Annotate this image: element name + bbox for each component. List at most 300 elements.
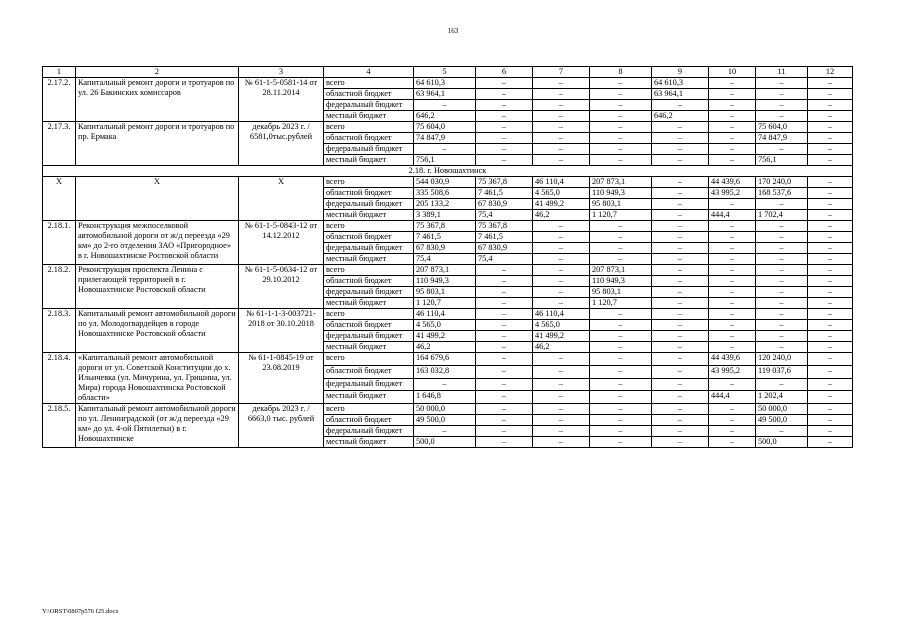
amount-cell: –	[808, 111, 853, 122]
amount-cell: –	[756, 199, 808, 210]
amount-cell: 41 499,2	[414, 331, 476, 342]
amount-cell: –	[590, 243, 652, 254]
amount-cell: 44 439,6	[709, 177, 756, 188]
amount-cell: –	[533, 221, 590, 232]
amount-cell: –	[476, 155, 533, 166]
amount-cell: –	[590, 309, 652, 320]
amount-cell: –	[756, 232, 808, 243]
amount-cell: –	[476, 378, 533, 391]
funding-source: всего	[324, 177, 414, 188]
amount-cell: –	[533, 243, 590, 254]
amount-cell: –	[652, 426, 709, 437]
amount-cell: –	[476, 122, 533, 133]
amount-cell: –	[590, 111, 652, 122]
amount-cell: –	[709, 287, 756, 298]
item-document: № 61-1-5-0843-12 от 14.12.2012	[239, 221, 324, 265]
amount-cell: 75 604,0	[756, 122, 808, 133]
amount-cell: –	[590, 122, 652, 133]
amount-cell: 500,0	[756, 437, 808, 448]
amount-cell: –	[476, 426, 533, 437]
amount-cell: –	[590, 155, 652, 166]
item-name: Реконструкция межпоселковой автомобильной дороги от ж/д переезда «29 км» до 2-го отделения ЗАО «Пригородное» в г. Новошахтинске Ростовской области	[76, 221, 239, 265]
column-header: 10	[709, 67, 756, 78]
amount-cell: –	[590, 221, 652, 232]
amount-cell: –	[756, 331, 808, 342]
amount-cell: –	[652, 232, 709, 243]
amount-cell: 43 995,2	[709, 365, 756, 378]
item-name: Капитальный ремонт дороги и тротуаров по ул. 26 Бакинских комиссаров	[76, 78, 239, 122]
table-row	[43, 122, 853, 133]
section-title: 2.18. г. Новошахтинск	[43, 166, 853, 177]
amount-cell: –	[756, 100, 808, 111]
funding-source: федеральный бюджет	[324, 144, 414, 155]
item-document: № 61-1-1-3-003721-2018 от 30.10.2018	[239, 309, 324, 353]
amount-cell: 500,0	[414, 437, 476, 448]
funding-source: федеральный бюджет	[324, 426, 414, 437]
amount-cell: 67 830,9	[414, 243, 476, 254]
amount-cell: –	[756, 298, 808, 309]
amount-cell: –	[533, 89, 590, 100]
amount-cell: 207 873,1	[414, 265, 476, 276]
amount-cell: 75,4	[476, 210, 533, 221]
column-header: 3	[239, 67, 324, 78]
amount-cell: –	[709, 404, 756, 415]
amount-cell: –	[709, 122, 756, 133]
amount-cell: 119 037,6	[756, 365, 808, 378]
table-row	[43, 404, 853, 415]
page-number: 163	[447, 27, 459, 35]
funding-source: местный бюджет	[324, 391, 414, 404]
amount-cell: –	[808, 320, 853, 331]
funding-source: всего	[324, 265, 414, 276]
amount-cell: –	[709, 89, 756, 100]
amount-cell: –	[533, 254, 590, 265]
funding-source: всего	[324, 78, 414, 89]
amount-cell: 95 803,1	[590, 199, 652, 210]
amount-cell: 43 995,2	[709, 188, 756, 199]
section-row	[43, 166, 853, 177]
amount-cell: 46,2	[533, 342, 590, 353]
amount-cell: –	[590, 391, 652, 404]
amount-cell: –	[652, 265, 709, 276]
funding-source: местный бюджет	[324, 437, 414, 448]
amount-cell: 207 873,1	[590, 265, 652, 276]
amount-cell: –	[756, 144, 808, 155]
funding-source: федеральный бюджет	[324, 331, 414, 342]
amount-cell: –	[533, 276, 590, 287]
item-name: Капитальный ремонт автомобильной дороги по ул. Молодогвардейцев в городе Новошахтинске Ростовской области	[76, 309, 239, 353]
amount-cell: 544 030,9	[414, 177, 476, 188]
amount-cell: 67 830,9	[476, 243, 533, 254]
amount-cell: –	[808, 331, 853, 342]
amount-cell: 3 389,1	[414, 210, 476, 221]
x-mark-2: Х	[76, 177, 239, 221]
amount-cell: 67 830,9	[476, 199, 533, 210]
amount-cell: –	[590, 78, 652, 89]
item-name: «Капитальный ремонт автомобильной дороги от ул. Советской Конституции до х. Ильичевка (ул. Мичурина, ул. Гришина, ул. Мира) города Новошахтинска Ростовской области»	[76, 353, 239, 404]
funding-source: областной бюджет	[324, 320, 414, 331]
amount-cell: –	[590, 89, 652, 100]
amount-cell: –	[756, 309, 808, 320]
amount-cell: –	[476, 133, 533, 144]
amount-cell: –	[652, 177, 709, 188]
amount-cell: 756,1	[414, 155, 476, 166]
amount-cell: –	[756, 320, 808, 331]
amount-cell: 110 949,3	[414, 276, 476, 287]
amount-cell: –	[652, 437, 709, 448]
amount-cell: 335 508,6	[414, 188, 476, 199]
amount-cell: –	[808, 254, 853, 265]
amount-cell: 646,2	[414, 111, 476, 122]
amount-cell: –	[414, 426, 476, 437]
amount-cell: 1 120,7	[590, 210, 652, 221]
amount-cell: 207 873,1	[590, 177, 652, 188]
amount-cell: –	[652, 378, 709, 391]
amount-cell: 164 679,6	[414, 353, 476, 366]
funding-source: областной бюджет	[324, 276, 414, 287]
amount-cell: –	[709, 265, 756, 276]
amount-cell: 4 565,0	[533, 320, 590, 331]
amount-cell: 7 461,5	[476, 188, 533, 199]
amount-cell: 110 949,3	[590, 276, 652, 287]
column-header: 4	[324, 67, 414, 78]
amount-cell: 46 110,4	[533, 309, 590, 320]
amount-cell: 756,1	[756, 155, 808, 166]
amount-cell: –	[808, 404, 853, 415]
amount-cell: –	[533, 144, 590, 155]
x-mark-3: Х	[239, 177, 324, 221]
amount-cell: –	[652, 353, 709, 366]
amount-cell: –	[533, 133, 590, 144]
amount-cell: –	[652, 298, 709, 309]
funding-source: местный бюджет	[324, 298, 414, 309]
amount-cell: –	[709, 155, 756, 166]
amount-cell: –	[590, 232, 652, 243]
amount-cell: –	[652, 144, 709, 155]
amount-cell: –	[808, 415, 853, 426]
item-document: декабрь 2023 г. / 6663,0 тыс. рублей	[239, 404, 324, 448]
amount-cell: –	[533, 111, 590, 122]
amount-cell: –	[808, 365, 853, 378]
amount-cell: –	[709, 378, 756, 391]
item-number: 2.18.3.	[43, 309, 76, 353]
amount-cell: –	[808, 265, 853, 276]
amount-cell: –	[476, 391, 533, 404]
amount-cell: –	[414, 378, 476, 391]
column-header: 11	[756, 67, 808, 78]
amount-cell: –	[808, 243, 853, 254]
amount-cell: –	[652, 100, 709, 111]
funding-source: местный бюджет	[324, 342, 414, 353]
amount-cell: 41 499,2	[533, 331, 590, 342]
amount-cell: 75 367,8	[414, 221, 476, 232]
amount-cell: –	[756, 378, 808, 391]
amount-cell: –	[756, 265, 808, 276]
amount-cell: –	[652, 309, 709, 320]
amount-cell: 44 439,6	[709, 353, 756, 366]
amount-cell: 7 461,5	[414, 232, 476, 243]
amount-cell: –	[590, 342, 652, 353]
amount-cell: –	[476, 365, 533, 378]
amount-cell: –	[533, 426, 590, 437]
amount-cell: –	[533, 437, 590, 448]
amount-cell: –	[590, 404, 652, 415]
amount-cell: 49 500,0	[414, 415, 476, 426]
amount-cell: –	[709, 437, 756, 448]
amount-cell: –	[652, 122, 709, 133]
amount-cell: –	[476, 111, 533, 122]
amount-cell: –	[808, 353, 853, 366]
amount-cell: 46,2	[533, 210, 590, 221]
funding-source: областной бюджет	[324, 89, 414, 100]
amount-cell: –	[476, 404, 533, 415]
table-row	[43, 177, 853, 188]
column-header: 5	[414, 67, 476, 78]
x-mark-1: Х	[43, 177, 76, 221]
amount-cell: –	[709, 254, 756, 265]
amount-cell: –	[590, 415, 652, 426]
column-number-row	[43, 67, 853, 78]
amount-cell: –	[808, 276, 853, 287]
amount-cell: –	[476, 298, 533, 309]
amount-cell: –	[709, 342, 756, 353]
amount-cell: –	[533, 78, 590, 89]
amount-cell: –	[533, 155, 590, 166]
amount-cell: –	[808, 232, 853, 243]
item-document: № 61-1-5-0634-12 от 29.10.2012	[239, 265, 324, 309]
amount-cell: –	[476, 78, 533, 89]
amount-cell: –	[476, 144, 533, 155]
amount-cell: –	[808, 188, 853, 199]
amount-cell: –	[808, 378, 853, 391]
funding-source: всего	[324, 309, 414, 320]
amount-cell: –	[652, 254, 709, 265]
amount-cell: –	[652, 243, 709, 254]
amount-cell: 46 110,4	[533, 177, 590, 188]
amount-cell: –	[590, 353, 652, 366]
amount-cell: –	[590, 133, 652, 144]
amount-cell: –	[756, 111, 808, 122]
amount-cell: –	[808, 177, 853, 188]
amount-cell: –	[808, 298, 853, 309]
funding-source: местный бюджет	[324, 111, 414, 122]
amount-cell: –	[808, 437, 853, 448]
amount-cell: 120 240,0	[756, 353, 808, 366]
amount-cell: 75,4	[476, 254, 533, 265]
amount-cell: –	[476, 287, 533, 298]
amount-cell: 163 032,8	[414, 365, 476, 378]
amount-cell: –	[652, 155, 709, 166]
column-header: 9	[652, 67, 709, 78]
amount-cell: –	[756, 78, 808, 89]
amount-cell: –	[756, 221, 808, 232]
amount-cell: –	[808, 391, 853, 404]
amount-cell: –	[652, 331, 709, 342]
amount-cell: 75 604,0	[414, 122, 476, 133]
amount-cell: –	[590, 100, 652, 111]
amount-cell: –	[590, 378, 652, 391]
amount-cell: –	[709, 199, 756, 210]
amount-cell: –	[476, 276, 533, 287]
item-document: № 61-1-0845-19 от 23.08.2019	[239, 353, 324, 404]
amount-cell: –	[808, 287, 853, 298]
amount-cell: –	[808, 221, 853, 232]
funding-source: всего	[324, 122, 414, 133]
amount-cell: –	[709, 221, 756, 232]
amount-cell: 46 110,4	[414, 309, 476, 320]
funding-source: областной бюджет	[324, 133, 414, 144]
funding-source: областной бюджет	[324, 415, 414, 426]
amount-cell: –	[756, 89, 808, 100]
amount-cell: –	[709, 111, 756, 122]
amount-cell: –	[808, 89, 853, 100]
amount-cell: 95 803,1	[414, 287, 476, 298]
amount-cell: –	[709, 144, 756, 155]
amount-cell: 50 000,0	[756, 404, 808, 415]
amount-cell: –	[476, 100, 533, 111]
amount-cell: –	[709, 331, 756, 342]
amount-cell: –	[756, 254, 808, 265]
amount-cell: –	[652, 188, 709, 199]
amount-cell: 7 461,5	[476, 232, 533, 243]
item-number: 2.17.2.	[43, 78, 76, 122]
column-header: 6	[476, 67, 533, 78]
item-number: 2.18.2.	[43, 265, 76, 309]
amount-cell: 75 367,8	[476, 221, 533, 232]
amount-cell: –	[652, 287, 709, 298]
amount-cell: 63 964,1	[652, 89, 709, 100]
item-number: 2.17.3.	[43, 122, 76, 166]
amount-cell: 95 803,1	[590, 287, 652, 298]
amount-cell: –	[709, 426, 756, 437]
amount-cell: –	[533, 265, 590, 276]
funding-source: областной бюджет	[324, 188, 414, 199]
amount-cell: –	[756, 287, 808, 298]
funding-source: местный бюджет	[324, 155, 414, 166]
funding-source: федеральный бюджет	[324, 243, 414, 254]
item-name: Капитальный ремонт дороги и тротуаров по пр. Ермака	[76, 122, 239, 166]
amount-cell: –	[533, 100, 590, 111]
funding-source: федеральный бюджет	[324, 100, 414, 111]
column-header: 12	[808, 67, 853, 78]
amount-cell: –	[756, 276, 808, 287]
amount-cell: 41 499,2	[533, 199, 590, 210]
funding-source: местный бюджет	[324, 254, 414, 265]
funding-source: всего	[324, 353, 414, 366]
amount-cell: –	[756, 342, 808, 353]
amount-cell: –	[756, 243, 808, 254]
amount-cell: –	[808, 155, 853, 166]
amount-cell: –	[652, 342, 709, 353]
funding-source: всего	[324, 221, 414, 232]
funding-source: федеральный бюджет	[324, 287, 414, 298]
amount-cell: –	[533, 391, 590, 404]
amount-cell: –	[476, 342, 533, 353]
amount-cell: –	[533, 287, 590, 298]
amount-cell: –	[709, 133, 756, 144]
footer-file-path: Y:\ORST\0807p576 f25.docx	[42, 608, 119, 615]
amount-cell: –	[709, 298, 756, 309]
table-row	[43, 353, 853, 366]
amount-cell: –	[652, 404, 709, 415]
amount-cell: –	[476, 320, 533, 331]
item-number: 2.18.1.	[43, 221, 76, 265]
column-header: 2	[76, 67, 239, 78]
funding-source: областной бюджет	[324, 365, 414, 378]
amount-cell: –	[709, 100, 756, 111]
item-number: 2.18.4.	[43, 353, 76, 404]
table-row	[43, 265, 853, 276]
amount-cell: –	[590, 254, 652, 265]
amount-cell: –	[590, 144, 652, 155]
amount-cell: 646,2	[652, 111, 709, 122]
amount-cell: 75 367,8	[476, 177, 533, 188]
funding-source: областной бюджет	[324, 232, 414, 243]
amount-cell: –	[590, 426, 652, 437]
amount-cell: 1 646,8	[414, 391, 476, 404]
amount-cell: 74 847,9	[414, 133, 476, 144]
amount-cell: –	[590, 320, 652, 331]
amount-cell: 170 240,0	[756, 177, 808, 188]
item-document: декабрь 2023 г. / 6581,0тыс.рублей	[239, 122, 324, 166]
amount-cell: 74 847,9	[756, 133, 808, 144]
table-row	[43, 78, 853, 89]
amount-cell: –	[533, 378, 590, 391]
amount-cell: –	[590, 437, 652, 448]
funding-source: местный бюджет	[324, 210, 414, 221]
amount-cell: 168 537,6	[756, 188, 808, 199]
amount-cell: –	[709, 415, 756, 426]
amount-cell: 444,4	[709, 210, 756, 221]
item-name: Капитальный ремонт автомобильной дороги по ул. Ленинградской (от ж/д переезда «29 км» до ул. 4-ой Пятилетки) в г. Новошахтинске	[76, 404, 239, 448]
funding-source: федеральный бюджет	[324, 199, 414, 210]
amount-cell: –	[476, 309, 533, 320]
amount-cell: 50 000,0	[414, 404, 476, 415]
amount-cell: 1 120,7	[590, 298, 652, 309]
amount-cell: –	[756, 426, 808, 437]
amount-cell: –	[709, 78, 756, 89]
amount-cell: –	[476, 353, 533, 366]
amount-cell: –	[808, 309, 853, 320]
amount-cell: –	[533, 122, 590, 133]
budget-table	[42, 66, 853, 448]
amount-cell: 64 610,3	[414, 78, 476, 89]
amount-cell: –	[709, 276, 756, 287]
item-document: № 61-1-5-0581-14 от 28.11.2014	[239, 78, 324, 122]
amount-cell: –	[476, 89, 533, 100]
amount-cell: –	[652, 199, 709, 210]
item-number: 2.18.5.	[43, 404, 76, 448]
funding-source: федеральный бюджет	[324, 378, 414, 391]
amount-cell: –	[709, 243, 756, 254]
amount-cell: –	[808, 100, 853, 111]
amount-cell: 205 133,2	[414, 199, 476, 210]
amount-cell: 63 964,1	[414, 89, 476, 100]
item-name: Реконструкция проспекта Ленина с прилегающей территорией в г. Новошахтинске Ростовской области	[76, 265, 239, 309]
amount-cell: 444,4	[709, 391, 756, 404]
amount-cell: –	[808, 144, 853, 155]
amount-cell: –	[652, 391, 709, 404]
amount-cell: –	[533, 298, 590, 309]
amount-cell: –	[476, 331, 533, 342]
amount-cell: 1 120,7	[414, 298, 476, 309]
amount-cell: 4 565,0	[533, 188, 590, 199]
amount-cell: –	[652, 276, 709, 287]
amount-cell: –	[414, 144, 476, 155]
amount-cell: –	[808, 133, 853, 144]
amount-cell: –	[533, 365, 590, 378]
amount-cell: 46,2	[414, 342, 476, 353]
